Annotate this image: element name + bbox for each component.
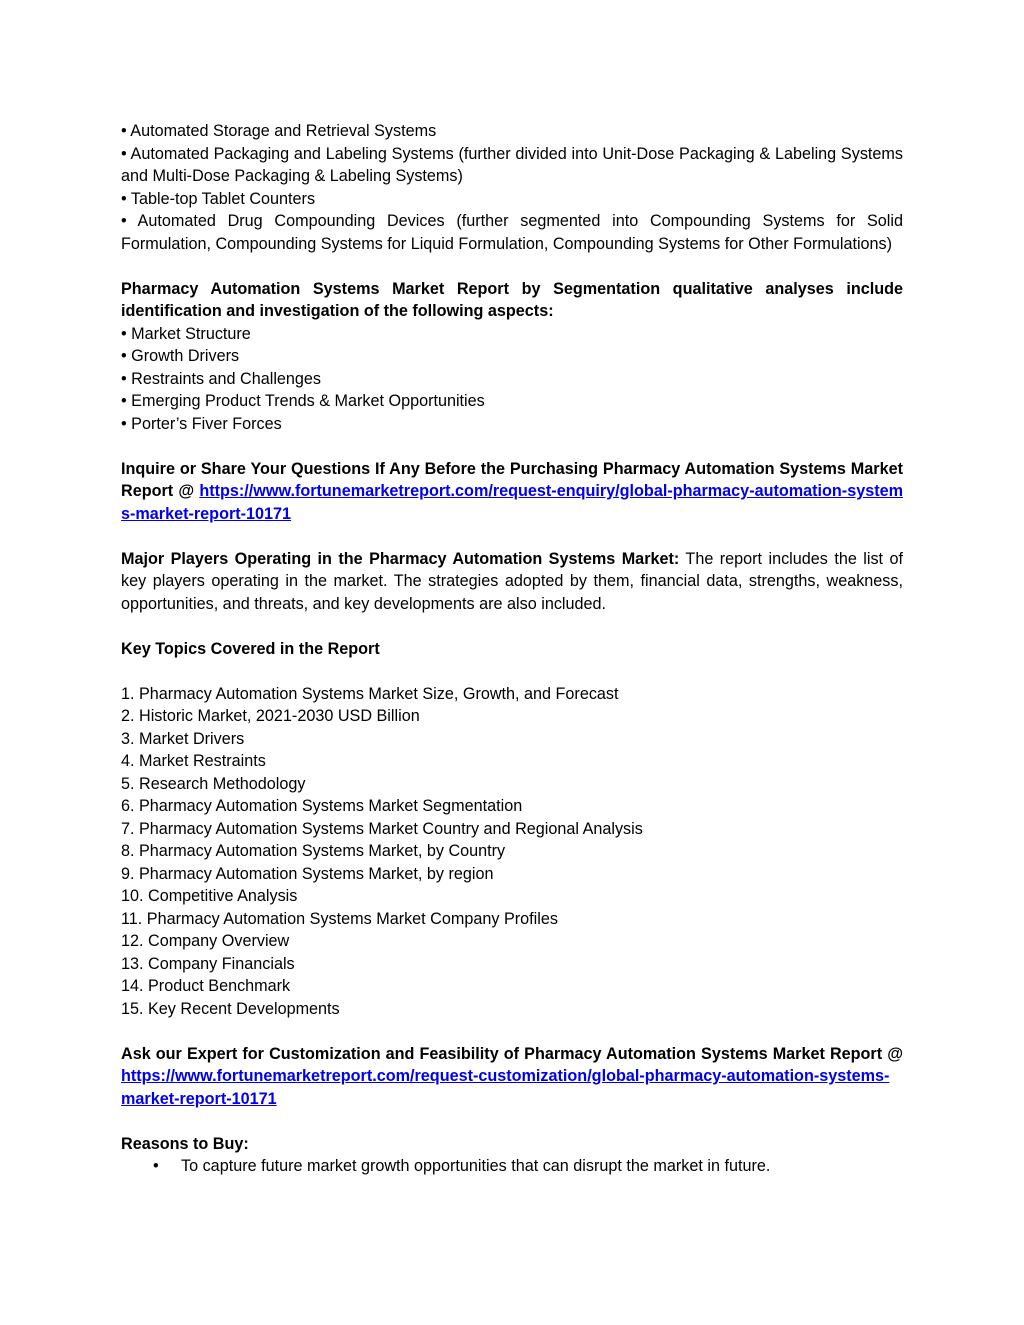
reasons-heading: Reasons to Buy:: [121, 1134, 249, 1153]
topic-item: 7. Pharmacy Automation Systems Market Country and Regional Analysis: [121, 819, 643, 838]
intro-item-3: • Table-top Tablet Counters: [121, 189, 316, 208]
topic-item: 9. Pharmacy Automation Systems Market, by region: [121, 864, 494, 883]
intro-list: [121, 120, 903, 255]
spacer: [121, 435, 903, 458]
topic-item: 14. Product Benchmark: [121, 977, 291, 995]
expert-section: [121, 1043, 903, 1111]
topic-item: 2. Historic Market, 2021-2030 USD Billion: [121, 707, 420, 725]
inquire-section: [121, 458, 903, 526]
spacer: [121, 525, 903, 548]
expert-link[interactable]: https://www.fortunemarketreport.com/request-customization/global-pharmacy-automation-systems-market-report-10171: [121, 1067, 890, 1108]
key-topics-heading: Key Topics Covered in the Report: [121, 639, 380, 658]
expert-text: Ask our Expert for Customization and Feasibility of Pharmacy Automation Systems Market Report @: [121, 1044, 903, 1063]
spacer: [121, 615, 903, 638]
topic-item: 13. Company Financials: [121, 954, 295, 973]
spacer: [121, 1020, 903, 1043]
major-players-section: [121, 548, 903, 616]
segmentation-item-1: • Market Structure: [121, 324, 251, 343]
segmentation-item-4: • Emerging Product Trends & Market Opportunities: [121, 392, 485, 410]
intro-item-1: • Automated Storage and Retrieval Systems: [121, 122, 437, 140]
list-item: [121, 1155, 903, 1178]
topic-item: 11. Pharmacy Automation Systems Market Company Profiles: [121, 909, 558, 928]
spacer: [121, 255, 903, 278]
spacer: [121, 1110, 903, 1133]
major-players-label: Major Players Operating in the Pharmacy Automation Systems Market:: [121, 549, 680, 568]
segmentation-item-3: • Restraints and Challenges: [121, 369, 322, 388]
topic-item: 6. Pharmacy Automation Systems Market Segmentation: [121, 797, 523, 815]
topic-item: 5. Research Methodology: [121, 774, 306, 793]
topic-item: 3. Market Drivers: [121, 729, 245, 748]
topic-item: 1. Pharmacy Automation Systems Market Size, Growth, and Forecast: [121, 684, 619, 703]
reasons-list: [121, 1155, 903, 1178]
topic-item: 10. Competitive Analysis: [121, 887, 298, 905]
spacer: [121, 660, 903, 683]
segmentation-item-2: • Growth Drivers: [121, 347, 240, 365]
topic-item: 15. Key Recent Developments: [121, 999, 340, 1018]
topic-item: 8. Pharmacy Automation Systems Market, by Country: [121, 842, 506, 860]
topic-item: 12. Company Overview: [121, 932, 290, 950]
segmentation-heading: Pharmacy Automation Systems Market Report by Segmentation qualitative analyses include identification and investigation of the following aspects:: [121, 279, 903, 320]
intro-item-4: • Automated Drug Compounding Devices (further segmented into Compounding Systems for Solid Formulation, Compounding Systems for Liquid Formulation, Compounding Systems for Other Formulations): [121, 212, 903, 253]
inquire-link[interactable]: https://www.fortunemarketreport.com/request-enquiry/global-pharmacy-automation-systems-market-report-10171: [121, 482, 903, 523]
reason-text: To capture future market growth opportunities that can disrupt the market in future.: [181, 1157, 771, 1175]
segmentation-section: [121, 278, 903, 436]
topic-item: 4. Market Restraints: [121, 752, 266, 770]
inquire-text: Inquire or Share Your Questions If Any Before the Purchasing Pharmacy Automation Systems Market Report @: [121, 459, 903, 500]
major-players-text: The report includes the list of key players operating in the market. The strategies adopted by them, financial data, strengths, weakness, opportunities, and threats, and key developments are also included.: [121, 549, 903, 613]
key-topics-list: [121, 683, 903, 1021]
segmentation-item-5: • Porter’s Fiver Forces: [121, 414, 282, 433]
intro-item-2: • Automated Packaging and Labeling Systems (further divided into Unit-Dose Packaging & Labeling Systems and Multi-Dose Packaging & Labeling Systems): [121, 144, 903, 185]
bullet-icon: •: [153, 1157, 159, 1175]
document-page: [121, 120, 903, 1178]
